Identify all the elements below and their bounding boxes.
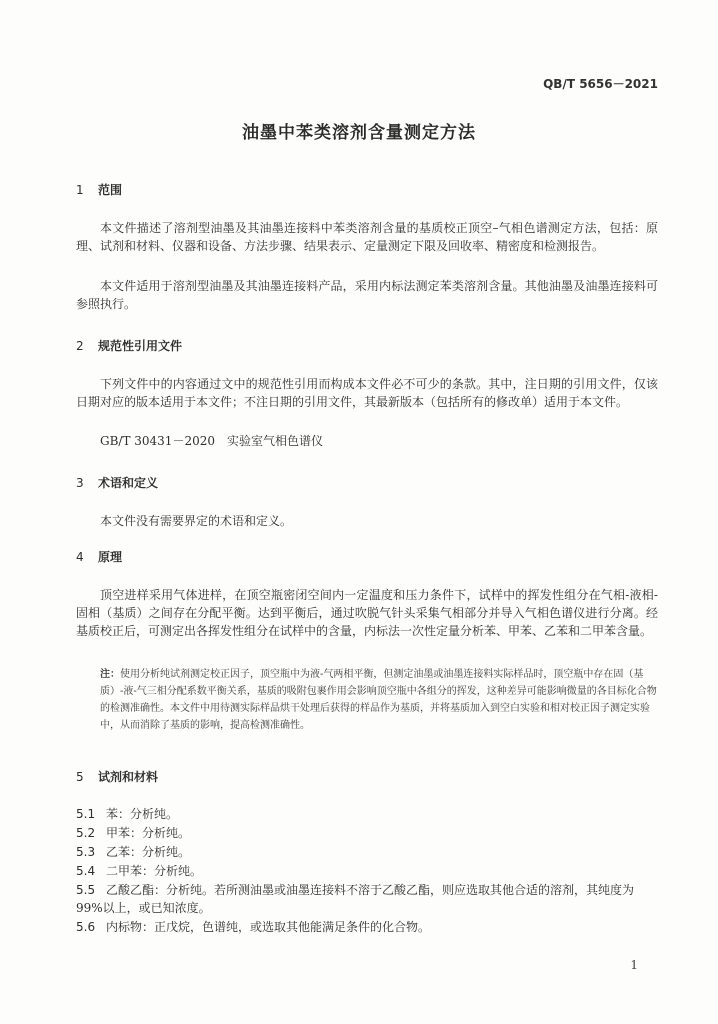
item-text: 乙苯：分析纯。: [106, 845, 191, 859]
section-2-heading: [76, 337, 182, 354]
section-3-heading: [76, 474, 158, 491]
item-number: 5.4: [76, 864, 96, 878]
section-number: 3: [76, 476, 84, 490]
document-title: 油墨中苯类溶剂含量测定方法: [242, 123, 476, 143]
section-4-note: [100, 666, 660, 734]
list-item-5-2: [76, 824, 658, 842]
section-title: 原理: [98, 550, 123, 564]
item-number: 5.1: [76, 807, 96, 821]
item-number: 5.5: [76, 883, 96, 897]
section-number: 5: [76, 770, 84, 784]
section-title: 试剂和材料: [98, 770, 159, 784]
section-1-heading: [76, 181, 122, 198]
note-label: 注：: [100, 669, 120, 680]
page-number: 1: [630, 958, 638, 972]
standard-code: QB/T 5656－2021: [543, 77, 658, 91]
item-number: 5.6: [76, 920, 96, 934]
section-title: 规范性引用文件: [98, 339, 183, 353]
section-4-heading: [76, 548, 122, 565]
item-text: 苯：分析纯。: [106, 807, 179, 821]
section-3-paragraph-1: 本文件没有需要界定的术语和定义。: [100, 514, 293, 528]
list-item-5-4: [76, 862, 658, 880]
section-2-paragraph-1: 下列文件中的内容通过文中的规范性引用而构成本文件必不可少的条款。其中，注日期的引用文件，仅该日期对应的版本适用于本文件；不注日期的引用文件，其最新版本（包括所有的修改单）适用于本文件。: [76, 377, 658, 409]
section-title: 范围: [98, 183, 123, 197]
normative-reference: GB/T 30431－2020 实验室气相色谱仪: [100, 434, 323, 448]
list-item-5-6: [76, 918, 658, 936]
item-text: 乙酸乙酯：分析纯。若所测油墨或油墨连接料不溶于乙酸乙酯，则应选取其他合适的溶剂，其纯度为99%以上，或已知浓度。: [76, 883, 635, 915]
section-1-paragraph-2: 本文件适用于溶剂型油墨及其油墨连接料产品，采用内标法测定苯类溶剂含量。其他油墨及油墨连接料可参照执行。: [76, 279, 658, 311]
section-number: 4: [76, 550, 84, 564]
section-number: 2: [76, 339, 84, 353]
section-5-heading: [76, 768, 158, 785]
item-number: 5.3: [76, 845, 96, 859]
list-item-5-5: [76, 881, 658, 917]
section-1-paragraph-1: 本文件描述了溶剂型油墨及其油墨连接料中苯类溶剂含量的基质校正顶空–气相色谱测定方法，包括：原理、试剂和材料、仪器和设备、方法步骤、结果表示、定量测定下限及回收率、精密度和检测报告。: [76, 221, 658, 253]
section-title: 术语和定义: [98, 476, 159, 490]
item-text: 内标物：正戊烷，色谱纯，或选取其他能满足条件的化合物。: [106, 920, 431, 934]
list-item-5-1: [76, 805, 658, 823]
section-4-paragraph-1: 顶空进样采用气体进样，在顶空瓶密闭空间内一定温度和压力条件下，试样中的挥发性组分在气相-液相-固相（基质）之间存在分配平衡。达到平衡后，通过吹脱气针头采集气相部分并导入气相色谱仪进行分离。经基质校正后，可测定出各挥发性组分在试样中的含量，内标法一次性定量分析苯、甲苯、乙苯和二甲苯含量。: [76, 588, 658, 638]
list-item-5-3: [76, 843, 658, 861]
item-text: 甲苯：分析纯。: [106, 826, 191, 840]
section-number: 1: [76, 183, 84, 197]
note-text: 使用分析纯试剂测定校正因子，顶空瓶中为液-气两相平衡，但测定油墨或油墨连接料实际样品时，顶空瓶中存在固（基质）-液-气三相分配系数平衡关系，基质的吸附包裹作用会影响顶空瓶中各组分的挥发，这种差异可能影响微量的各目标化合物的检测准确性。本文件中用待测实际样品烘干处理后获得的样品作为基质，并将基质加入到空白实验和相对校正因子测定实验中，从而消除了基质的影响，提高检测准确性。: [100, 669, 657, 731]
item-text: 二甲苯：分析纯。: [106, 864, 203, 878]
item-number: 5.2: [76, 826, 96, 840]
